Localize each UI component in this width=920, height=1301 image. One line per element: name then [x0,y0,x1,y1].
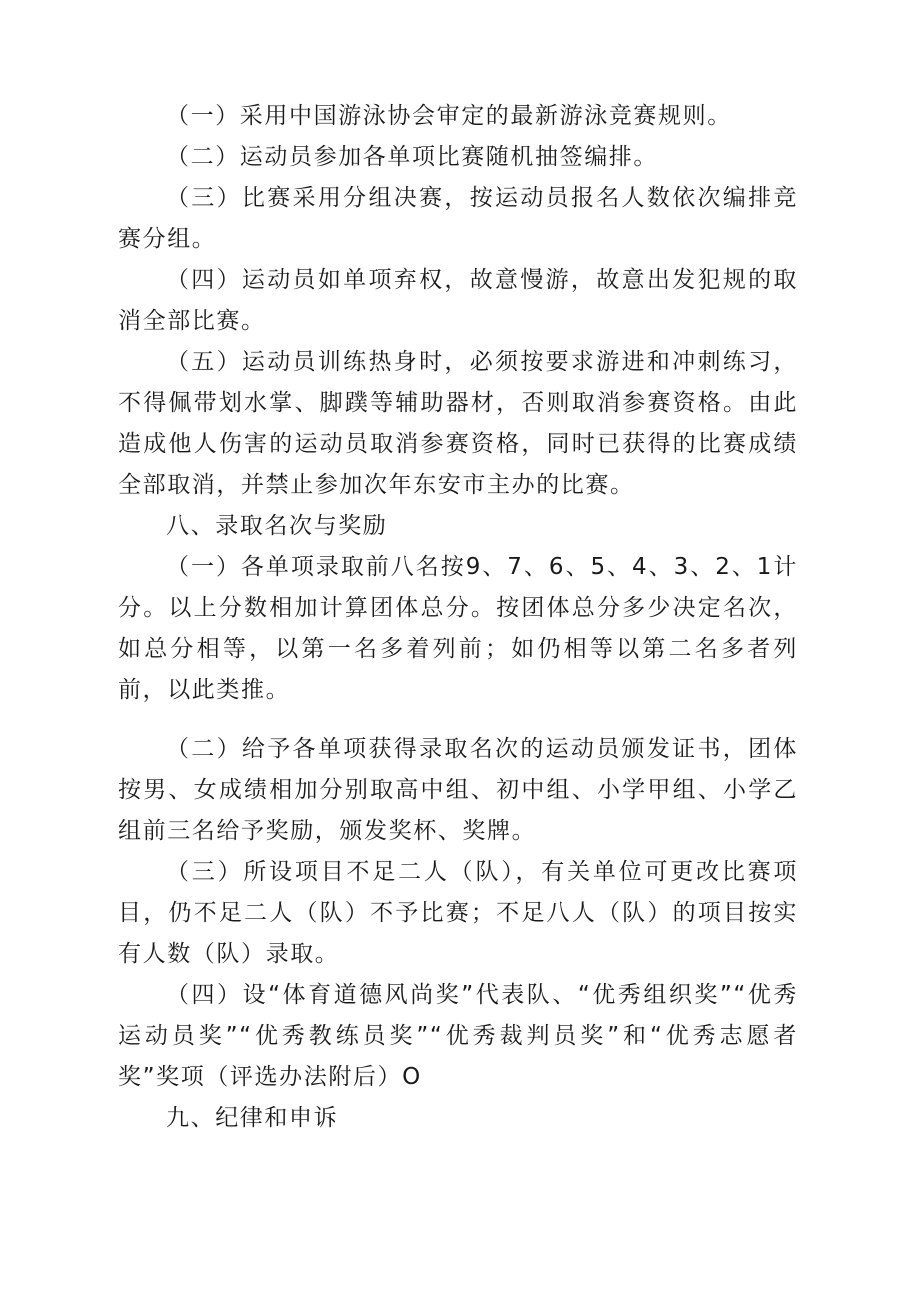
award-item-3: （三）所设项目不足二人（队），有关单位可更改比赛项目，仍不足二人（队）不予比赛；不足八人（队）的项目按实有人数（队）录取。 [118,859,798,967]
section-heading-9: 九、纪律和申诉 [166,1105,339,1131]
rule-item-5: （五）运动员训练热身时，必须按要求游进和冲刺练习，不得佩带划水掌、脚蹼等辅助器材，否则取消参赛资格。由此造成他人伤害的运动员取消参赛资格，同时已获得的比赛成绩全部取消，并禁止参加次年东安市主办的比赛。 [118,349,798,498]
rule-item-3: （三）比赛采用分组决赛，按运动员报名人数依次编排竞赛分组。 [118,185,798,252]
rule-item-2: （二）运动员参加各单项比赛随机抽签编排。 [166,144,658,170]
award-item-1: （一）各单项录取前八名按9、7、6、5、4、3、2、1计分。以上分数相加计算团体总分。按团体总分多少决定名次，如总分相等，以第一名多着列前；如仍相等以第二名多者列前，以此类推。 [118,554,798,703]
award-item-4: （四）设“体育道德风尚奖”代表队、“优秀组织奖”“优秀运动员奖”“优秀教练员奖”“优秀裁判员奖”和“优秀志愿者奖”奖项（评选办法附后）O [118,982,798,1090]
rule-item-1: （一）采用中国游泳协会审定的最新游泳竞赛规则。 [166,103,732,129]
document-page [118,96,798,1139]
rule-item-4: （四）运动员如单项弃权，故意慢游，故意出发犯规的取消全部比赛。 [118,267,798,334]
award-item-2: （二）给予各单项获得录取名次的运动员颁发证书，团体按男、女成绩相加分别取高中组、初中组、小学甲组、小学乙组前三名给予奖励，颁发奖杯、奖牌。 [118,736,798,844]
section-heading-8: 八、录取名次与奖励 [166,513,388,539]
